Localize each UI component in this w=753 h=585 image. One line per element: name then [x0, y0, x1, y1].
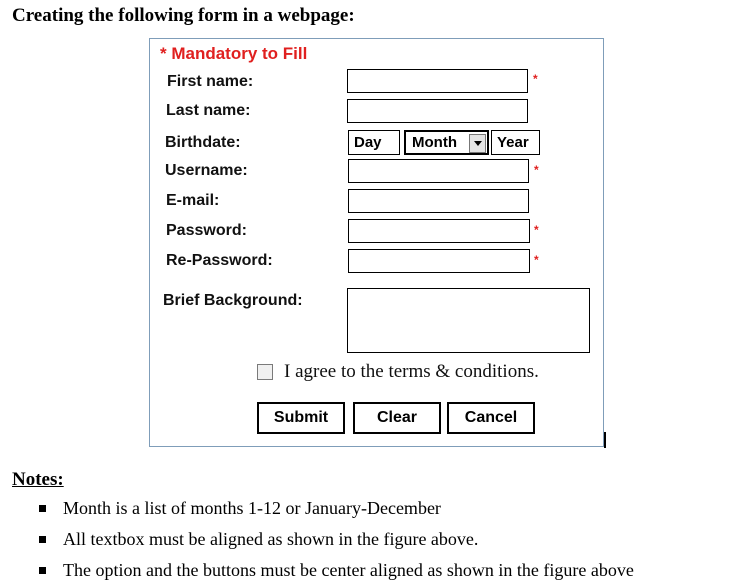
- first-name-label: First name:: [167, 73, 254, 90]
- note-item: [39, 560, 634, 581]
- year-select-value: Year: [497, 134, 529, 151]
- note-text: Month is a list of months 1-12 or January-December: [63, 498, 441, 518]
- agree-label: I agree to the terms & conditions.: [284, 361, 539, 382]
- password-input[interactable]: [348, 219, 530, 243]
- cancel-button[interactable]: Cancel: [447, 402, 535, 434]
- page-heading: Creating the following form in a webpage:: [12, 5, 355, 26]
- note-text: All textbox must be aligned as shown in the figure above.: [63, 529, 479, 549]
- day-select-value: Day: [354, 134, 382, 151]
- submit-button[interactable]: Submit: [257, 402, 345, 434]
- first-name-required-marker: *: [533, 72, 538, 86]
- background-label: Brief Background:: [163, 292, 303, 309]
- bullet-icon: [39, 567, 46, 574]
- notes-title: Notes:: [12, 469, 64, 490]
- password-label: Password:: [166, 222, 247, 239]
- note-text: The option and the buttons must be center aligned as shown in the figure above: [63, 560, 634, 580]
- bullet-icon: [39, 505, 46, 512]
- username-required-marker: *: [534, 163, 539, 177]
- year-select[interactable]: [491, 130, 540, 155]
- repassword-required-marker: *: [534, 253, 539, 267]
- background-textarea[interactable]: [347, 288, 590, 353]
- month-select-value: Month: [412, 134, 457, 151]
- note-item: [39, 529, 478, 550]
- agree-checkbox[interactable]: [257, 364, 273, 380]
- clear-button[interactable]: Clear: [353, 402, 441, 434]
- repassword-input[interactable]: [348, 249, 530, 273]
- mandatory-note: * Mandatory to Fill: [160, 44, 308, 63]
- last-name-input[interactable]: [347, 99, 528, 123]
- first-name-input[interactable]: [347, 69, 528, 93]
- day-select[interactable]: [348, 130, 400, 155]
- repassword-label: Re-Password:: [166, 252, 273, 269]
- bullet-icon: [39, 536, 46, 543]
- birthdate-label: Birthdate:: [165, 134, 241, 151]
- agree-row: [257, 361, 539, 383]
- note-item: [39, 498, 441, 519]
- email-label: E-mail:: [166, 192, 220, 209]
- email-input[interactable]: [348, 189, 529, 213]
- username-input[interactable]: [348, 159, 529, 183]
- chevron-down-icon[interactable]: [469, 134, 486, 153]
- month-select[interactable]: [404, 130, 489, 155]
- password-required-marker: *: [534, 223, 539, 237]
- username-label: Username:: [165, 162, 248, 179]
- last-name-label: Last name:: [166, 102, 251, 119]
